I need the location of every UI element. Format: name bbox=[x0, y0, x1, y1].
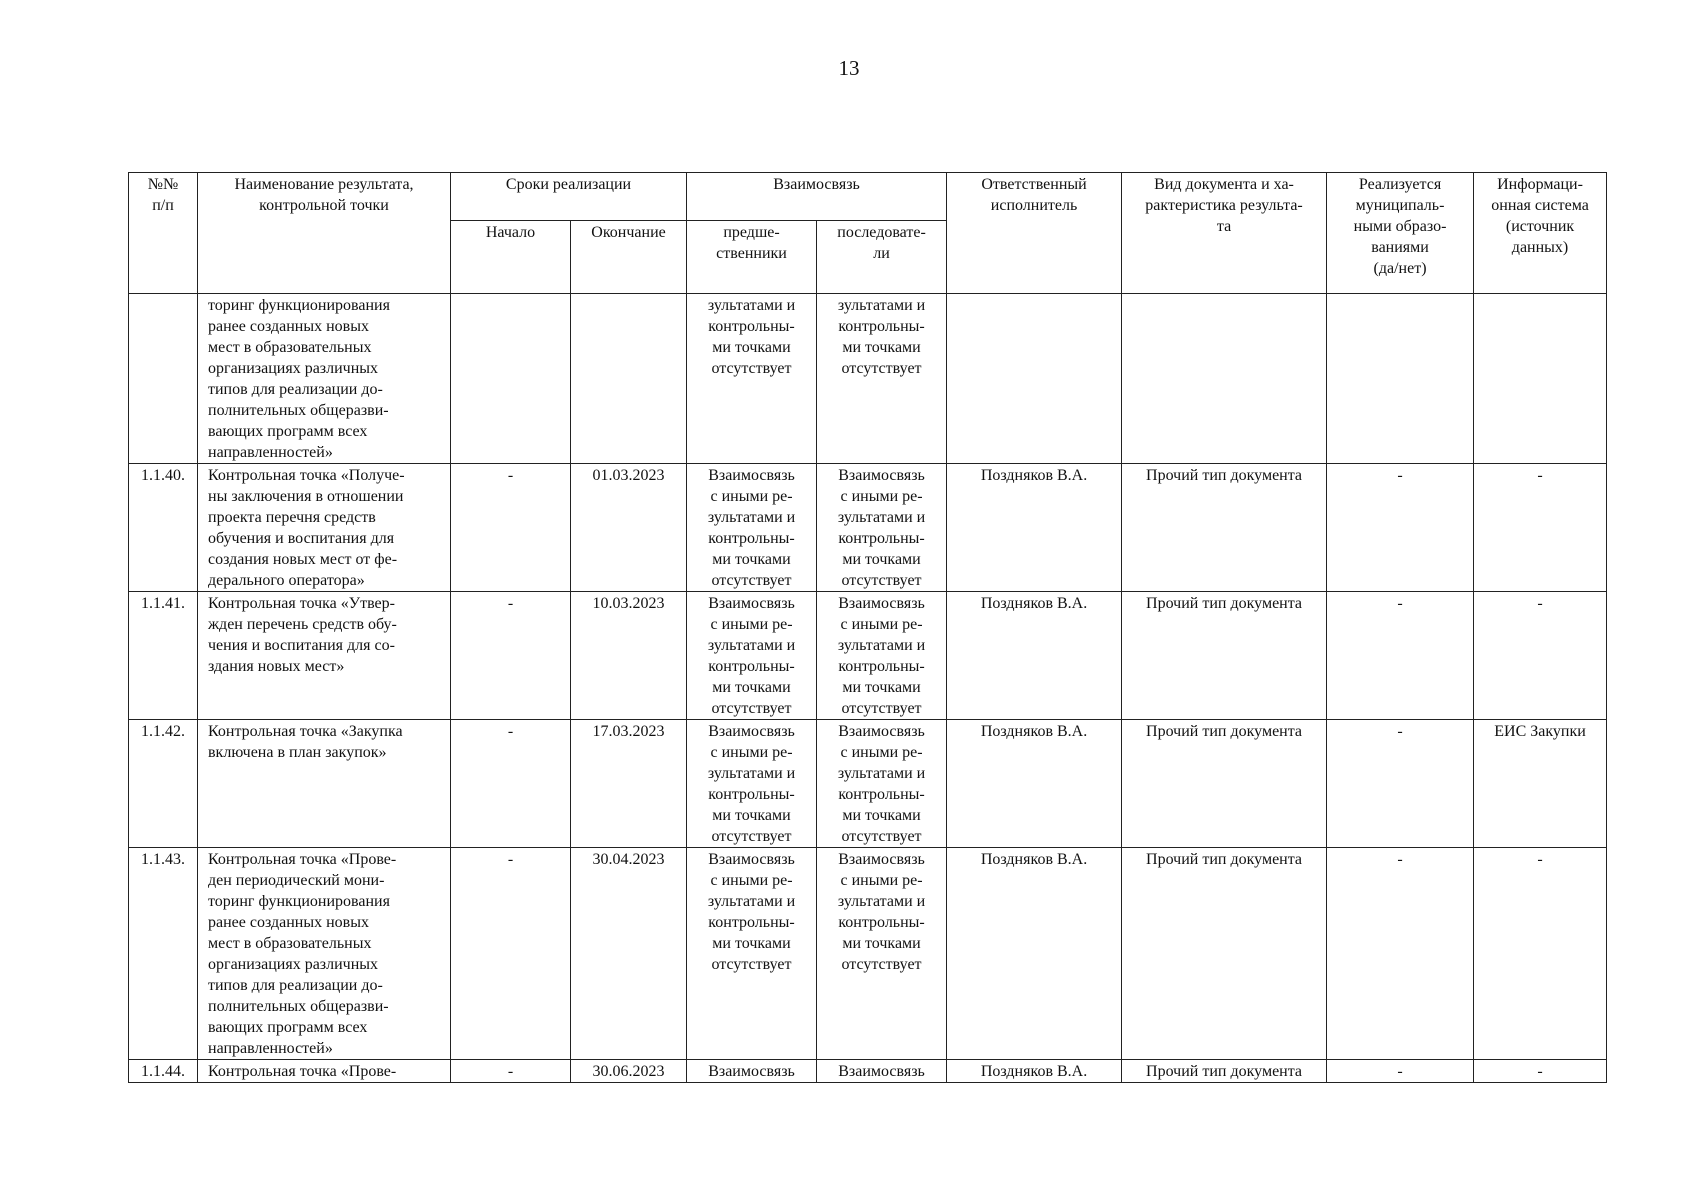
cell-name: Контрольная точка «Прове- bbox=[198, 1060, 451, 1083]
cell-document: Прочий тип документа bbox=[1122, 1060, 1327, 1083]
cell-document: Прочий тип документа bbox=[1122, 464, 1327, 592]
cell-successors: Взаимосвязь с иными ре- зультатами и контрольны- ми точками отсутствует bbox=[817, 464, 947, 592]
cell-start: - bbox=[451, 720, 571, 848]
header-responsible: Ответственный исполнитель bbox=[947, 173, 1122, 294]
cell-num: 1.1.41. bbox=[129, 592, 198, 720]
cell-predecessors: Взаимосвязь с иными ре- зультатами и контрольны- ми точками отсутствует bbox=[687, 848, 817, 1060]
table-row bbox=[129, 464, 1607, 592]
table-row bbox=[129, 1060, 1607, 1083]
cell-name: Контрольная точка «Утвер- жден перечень средств обу- чения и воспитания для со- здания новых мест» bbox=[198, 592, 451, 720]
cell-start bbox=[451, 294, 571, 464]
cell-end bbox=[571, 294, 687, 464]
cell-info-system: - bbox=[1474, 592, 1607, 720]
cell-num: 1.1.44. bbox=[129, 1060, 198, 1083]
cell-end: 10.03.2023 bbox=[571, 592, 687, 720]
cell-responsible bbox=[947, 294, 1122, 464]
cell-document: Прочий тип документа bbox=[1122, 592, 1327, 720]
cell-info-system bbox=[1474, 294, 1607, 464]
cell-municipal bbox=[1327, 294, 1474, 464]
table-row bbox=[129, 848, 1607, 1060]
cell-municipal: - bbox=[1327, 464, 1474, 592]
cell-predecessors: Взаимосвязь bbox=[687, 1060, 817, 1083]
cell-info-system: - bbox=[1474, 464, 1607, 592]
cell-municipal: - bbox=[1327, 848, 1474, 1060]
cell-start: - bbox=[451, 848, 571, 1060]
header-predecessors: предше- ственники bbox=[687, 221, 817, 294]
header-end: Окончание bbox=[571, 221, 687, 294]
table-row bbox=[129, 720, 1607, 848]
cell-municipal: - bbox=[1327, 720, 1474, 848]
header-start: Начало bbox=[451, 221, 571, 294]
header-terms: Сроки реализации bbox=[451, 173, 687, 221]
header-link: Взаимосвязь bbox=[687, 173, 947, 221]
control-points-table bbox=[128, 172, 1607, 1083]
cell-info-system: ЕИС Закупки bbox=[1474, 720, 1607, 848]
cell-end: 30.04.2023 bbox=[571, 848, 687, 1060]
cell-start: - bbox=[451, 592, 571, 720]
header-num: №№ п/п bbox=[129, 173, 198, 294]
cell-name: Контрольная точка «Закупка включена в план закупок» bbox=[198, 720, 451, 848]
header-name: Наименование результата, контрольной точки bbox=[198, 173, 451, 294]
cell-start: - bbox=[451, 464, 571, 592]
cell-successors: Взаимосвязь с иными ре- зультатами и контрольны- ми точками отсутствует bbox=[817, 592, 947, 720]
cell-num: 1.1.43. bbox=[129, 848, 198, 1060]
cell-end: 30.06.2023 bbox=[571, 1060, 687, 1083]
table-header bbox=[129, 173, 1607, 294]
cell-municipal: - bbox=[1327, 592, 1474, 720]
cell-predecessors: Взаимосвязь с иными ре- зультатами и контрольны- ми точками отсутствует bbox=[687, 720, 817, 848]
header-successors: последовате- ли bbox=[817, 221, 947, 294]
cell-successors: Взаимосвязь с иными ре- зультатами и контрольны- ми точками отсутствует bbox=[817, 720, 947, 848]
cell-end: 17.03.2023 bbox=[571, 720, 687, 848]
cell-responsible: Поздняков В.А. bbox=[947, 464, 1122, 592]
cell-predecessors: зультатами и контрольны- ми точками отсутствует bbox=[687, 294, 817, 464]
cell-responsible: Поздняков В.А. bbox=[947, 1060, 1122, 1083]
cell-end: 01.03.2023 bbox=[571, 464, 687, 592]
cell-num: 1.1.40. bbox=[129, 464, 198, 592]
cell-successors: зультатами и контрольны- ми точками отсутствует bbox=[817, 294, 947, 464]
cell-num: 1.1.42. bbox=[129, 720, 198, 848]
cell-info-system: - bbox=[1474, 848, 1607, 1060]
cell-name: Контрольная точка «Получе- ны заключения в отношении проекта перечня средств обучения и воспитания для создания новых мест от фе- дерального оператора» bbox=[198, 464, 451, 592]
cell-responsible: Поздняков В.А. bbox=[947, 848, 1122, 1060]
cell-successors: Взаимосвязь bbox=[817, 1060, 947, 1083]
cell-predecessors: Взаимосвязь с иными ре- зультатами и контрольны- ми точками отсутствует bbox=[687, 464, 817, 592]
cell-document: Прочий тип документа bbox=[1122, 720, 1327, 848]
cell-document: Прочий тип документа bbox=[1122, 848, 1327, 1060]
cell-start: - bbox=[451, 1060, 571, 1083]
cell-info-system: - bbox=[1474, 1060, 1607, 1083]
header-document: Вид документа и ха- рактеристика результа- та bbox=[1122, 173, 1327, 294]
cell-name: торинг функционирования ранее созданных новых мест в образовательных организациях различных типов для реализации до- полнительных общеразви- вающих программ всех направленностей» bbox=[198, 294, 451, 464]
table-row bbox=[129, 294, 1607, 464]
header-municipal: Реализуется муниципаль- ными образо- ваниями (да/нет) bbox=[1327, 173, 1474, 294]
cell-responsible: Поздняков В.А. bbox=[947, 592, 1122, 720]
header-info-system: Информаци- онная система (источник данных) bbox=[1474, 173, 1607, 294]
table-row bbox=[129, 592, 1607, 720]
page-number: 13 bbox=[838, 56, 860, 80]
cell-name: Контрольная точка «Прове- ден периодический мони- торинг функционирования ранее созданных новых мест в образовательных организациях различных типов для реализации до- полнительных общеразви- вающих программ всех направленностей» bbox=[198, 848, 451, 1060]
cell-successors: Взаимосвязь с иными ре- зультатами и контрольны- ми точками отсутствует bbox=[817, 848, 947, 1060]
cell-document bbox=[1122, 294, 1327, 464]
cell-num bbox=[129, 294, 198, 464]
cell-predecessors: Взаимосвязь с иными ре- зультатами и контрольны- ми точками отсутствует bbox=[687, 592, 817, 720]
cell-municipal: - bbox=[1327, 1060, 1474, 1083]
cell-responsible: Поздняков В.А. bbox=[947, 720, 1122, 848]
